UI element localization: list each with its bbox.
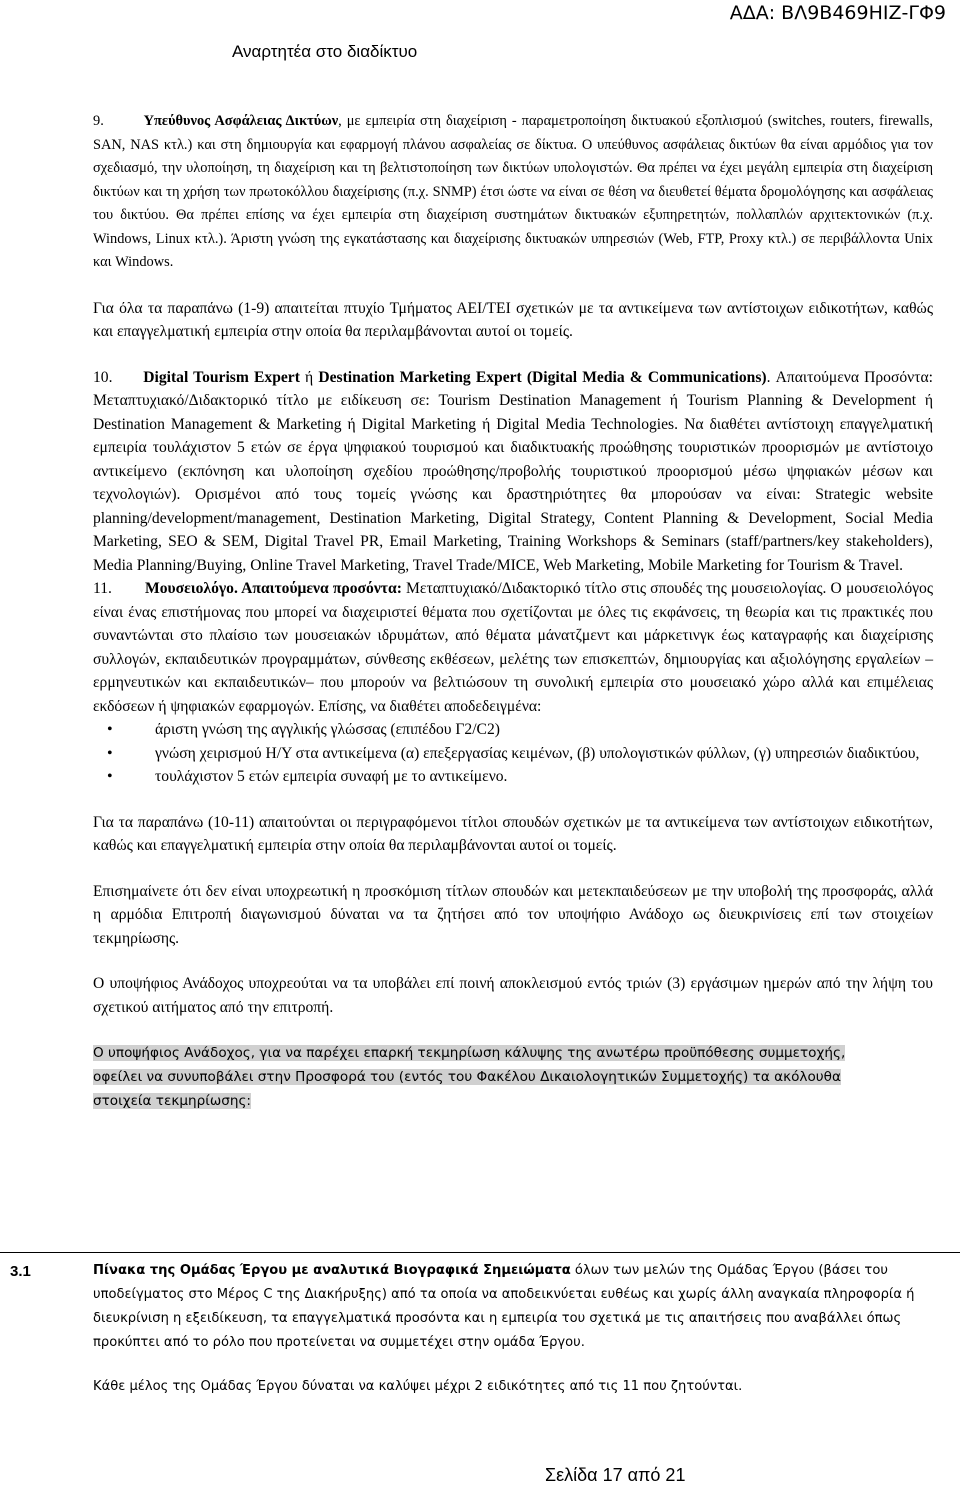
highlighted-paragraph [93,1041,853,1113]
item-11-title: Μουσειολόγο. Απαιτούμενα προσόντα: [145,580,402,597]
ada-code: ΑΔΑ: ΒΛ9Β469ΗΙΖ-ΓΦ9 [729,2,946,24]
section-3-1-number: 3.1 [10,1263,31,1280]
item-10 [93,366,933,578]
item-10-or: ή [299,368,319,386]
item-10-title-a: Digital Tourism Expert [143,368,300,386]
item-10-text: . Απαιτούμενα Προσόντα: Μεταπτυχιακό/Διδακτορικό τίτλο με ειδίκευση σε: Tourism Destination Management ή Tourism Planning & Development ή Destination Management & Marketing ή Digital Marketing ή Digital Media Technologies. Να διαθέτει αντίστοιχη επαγγελματική εμπειρία τουλάχιστον 5 ετών σε έργα ψηφιακού τουρισμού και διαδικτυακής προώθησης τουριστικών προορισμών με αντίστοιχο αντικείμενο (εκπόνηση και υλοποίηση σχεδίου προώθησης/προβολής τουριστικού προορισμού μέσω ψηφιακών μέσων και τεχνολογιών). Ορισμένοι από τους τομείς γνώσης και δραστηριότητες θα μπορούσαν να είναι: Strategic website planning/development/management, Destination Marketing, Digital Strategy, Content Planning & Development, Social Media Marketing, SEO & SEM, Digital Travel PR, Email Marketing, Training Workshops & Seminars (staff/partners/key stakeholders), Media Planning/Buying, Online Travel Marketing, Travel Trade/MICE, Web Marketing, Mobile Marketing for Tourism & Travel. [93,368,933,574]
section-3-1-title: Πίνακα της Ομάδας Έργου με αναλυτικά Βιογραφικά Σημειώματα [93,1263,571,1278]
section-3-1-body [93,1259,928,1399]
paragraph-note: Επισημαίνετε ότι δεν είναι υποχρεωτική η προσκόμιση τίτλων σπουδών και μετεκπαιδεύσεων με την υποβολή της προσφοράς, αλλά η αρμόδια Επιτροπή διαγωνισμού δύναται να τα ζητήσει από τον υποψήφιο Ανάδοχο ως διευκρινίσεις επί των στοιχείων τεκμηρίωσης. [93,882,933,947]
paragraph-requirements-10-11: Για τα παραπάνω (10-11) απαιτούνται οι περιγραφόμενοι τίτλοι σπουδών σχετικών με τα αντικείμενα των αντίστοιχων ειδικοτήτων, καθώς και επαγγελματική εμπειρία στην οποία θα περιλαμβάνονται αυτοί οι τομείς. [93,813,933,854]
page-number: Σελίδα 17 από 21 [545,1465,686,1485]
paragraph-requirements-1-9: Για όλα τα παραπάνω (1-9) απαιτείται πτυχίο Τμήματος ΑΕΙ/ΤΕΙ σχετικών με τα αντικείμενα των αντίστοιχων ειδικοτήτων, καθώς και επαγγελματική εμπειρία στην οποία θα περιλαμβάνονται αυτοί οι τομείς. [93,299,933,340]
item-9-title: Υπεύθυνος Ασφάλειας Δικτύων [143,113,339,129]
section-3-1 [0,1252,960,1394]
item-11-text: Μεταπτυχιακό/Διδακτορικό τίτλο στις σπουδές της μουσειολογίας. Ο μουσειολόγος είναι ένας επιστήμονας που μπορεί να διαχειριστεί θέματα που σχετίζονται με όλες τις εκφάνσεις, τη θεωρία και τις πρακτικές που συναντώνται στο πλαίσιο των μουσειακών ιδρυμάτων, από θέματα μάνατζμεντ και μάρκετινγκ έως καταγραφής και διαχείρισης συλλογών, εκπαιδευτικών προγραμμάτων, σύνθεσης εκθέσεων, μελέτης των επισκεπτών, δημιουργίας και αξιολόγησης εργαλείων – ερμηνευτικών και εκπαιδευτικών– που μπορούν να βελτιώσουν τη συνολική εμπειρία στο μουσειακό χώρο αλλά και επιμέλειας εκδόσεων ή ψηφιακών εφαρμογών. Επίσης, να διαθέτει αποδεδειγμένα: [93,580,933,715]
item-11 [93,577,933,718]
item-9-number: 9. [93,113,104,129]
item-11-bullet-list [93,718,933,789]
section-3-1-note: Κάθε μέλος της Ομάδας Έργου δύναται να καλύψει μέχρι 2 ειδικότητες από τις 11 που ζητούνται. [93,1379,743,1394]
item-11-number: 11. [93,580,112,597]
bullet-item: • γνώση χειρισμού Η/Υ στα αντικείμενα (α) επεξεργασίας κειμένων, (β) υπολογιστικών φύλλων, (γ) υπηρεσιών διαδικτύου, [93,742,933,766]
posted-notice: Αναρτητέα στο διαδίκτυο [232,42,418,61]
section-3-1-paragraph [93,1259,928,1355]
section-3-1-text: όλων των μελών της Ομάδας Έργου (βάσει του υποδείγματος στο Μέρος C της Διακήρυξης) από τα οποία να αποδεικνύεται ευθέως και χωρίς άλλη αναγκαία πληροφορία ή διευκρίνιση η εξειδίκευση, τα επαγγελματικά προσόντα και η εμπειρία του σχετικά με τις απαιτήσεις που αναβάλλει όπως προκύπτει από το ρόλο που προτείνεται να συμμετέχει στην ομάδα Έργου. [93,1263,915,1350]
bullet-item: • άριστη γνώση της αγγλικής γλώσσας (επιπέδου Γ2/C2) [93,718,933,742]
item-10-title-b: Destination Marketing Expert (Digital Media & Communications) [318,368,767,386]
item-10-number: 10. [93,368,113,386]
paragraph-obligation: Ο υποψήφιος Ανάδοχος υποχρεούται να τα υποβάλει επί ποινή αποκλεισμού εντός τριών (3) εργάσιμων ημερών από την λήψη του σχετικού αιτήματος από την επιτροπή. [93,975,933,1016]
highlighted-text: Ο υποψήφιος Ανάδοχος, για να παρέχει επαρκή τεκμηρίωση κάλυψης της ανωτέρω προϋπόθεσης συμμετοχής, οφείλει να συνυποβάλει στην Προσφορά του (εντός του Φακέλου Δικαιολογητικών Συμμετοχής) τα ακόλουθα στοιχεία τεκμηρίωσης: [93,1045,846,1109]
item-9 [93,110,933,275]
bullet-item: • τουλάχιστον 5 ετών εμπειρία συναφή με το αντικείμενο. [93,765,933,789]
item-9-text: , με εμπειρία στη διαχείριση - παραμετροποίηση δικτυακού εξοπλισμού (switches, routers, firewalls, SAN, NAS κτλ.) και στη δημιουργία και εφαρμογή πλάνου ασφαλείας σε δίκτυα. Ο υπεύθυνος ασφάλειας δικτύων θα είναι αρμόδιος για τον σχεδιασμό, την υλοποίηση, τη διαχείριση και τη βελτιστοποίηση των δικτύων υπολογιστών. Θα πρέπει να έχει μεγάλη εμπειρία στη διαχείριση δικτύων και τη χρήση των πρωτοκόλλου διαχείρισης (π.χ. SNMP) έτσι ώστε να είναι σε θέση να διευθετεί θέματα δρομολόγησης και ασφάλειας του δικτύου. Θα πρέπει επίσης να έχει εμπειρία στη διαχείριση συστημάτων δικτυακών εξυπηρετητών, πολλαπλών αρχιτεκτονικών (π.χ. Windows, Linux κτλ.). Άριστη γνώση της εγκατάστασης και διαχείρισης δικτυακών υπηρεσιών (Web, FTP, Proxy κτλ.) σε περιβάλλοντα Unix και Windows. [93,113,933,270]
document-body [93,110,933,1113]
